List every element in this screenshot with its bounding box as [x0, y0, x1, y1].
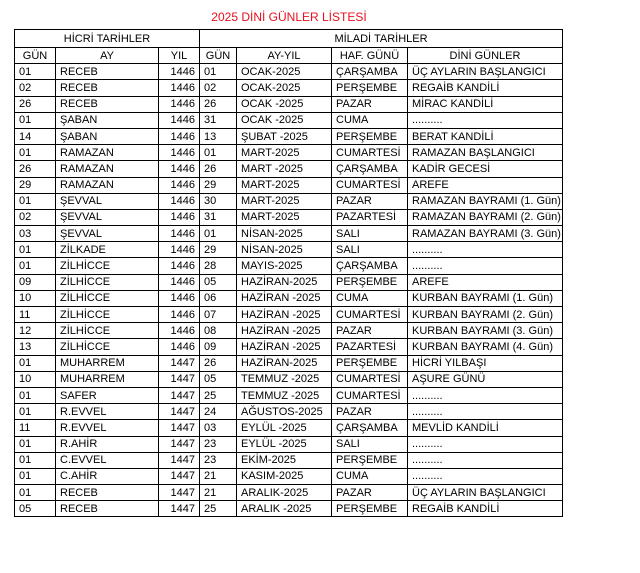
religious-day-cell: REGAİB KANDİLİ — [408, 501, 563, 517]
document-title: 2025 DİNİ GÜNLER LİSTESİ — [211, 10, 367, 24]
gregorian-month-year-cell: NİSAN-2025 — [237, 242, 332, 258]
gregorian-month-year-cell: EYLÜL -2025 — [237, 420, 332, 436]
table-row — [15, 468, 563, 484]
religious-day-cell: RAMAZAN BAYRAMI (2. Gün) — [408, 209, 563, 225]
hijri-year-cell: 1447 — [159, 452, 200, 468]
hijri-month-cell: ZİLHİCCE — [56, 307, 159, 323]
hijri-day-cell: 01 — [15, 436, 56, 452]
gregorian-month-year-cell: NİSAN-2025 — [237, 226, 332, 242]
hijri-day-cell: 02 — [15, 80, 56, 96]
gregorian-month-year-cell: HAZİRAN -2025 — [237, 323, 332, 339]
gregorian-day-cell: 25 — [200, 501, 237, 517]
table-row — [15, 177, 563, 193]
gregorian-month-year-cell: ARALIK-2025 — [237, 485, 332, 501]
hijri-month-cell: ŞABAN — [56, 128, 159, 144]
table-row — [15, 274, 563, 290]
religious-days-table — [14, 29, 563, 517]
religious-day-cell: HİCRİ YILBAŞI — [408, 355, 563, 371]
weekday-cell: PAZAR — [332, 96, 408, 112]
gregorian-day-cell: 31 — [200, 209, 237, 225]
hijri-year-cell: 1446 — [159, 161, 200, 177]
gregorian-day-column-header: GÜN — [200, 48, 237, 64]
weekday-cell: CUMARTESİ — [332, 307, 408, 323]
weekday-cell: CUMARTESİ — [332, 145, 408, 161]
weekday-cell: ÇARŞAMBA — [332, 258, 408, 274]
hijri-month-cell: ZİLHİCCE — [56, 290, 159, 306]
hijri-year-cell: 1446 — [159, 112, 200, 128]
gregorian-month-year-cell: MART-2025 — [237, 209, 332, 225]
hijri-month-cell: RECEB — [56, 96, 159, 112]
gregorian-month-year-cell: TEMMUZ -2025 — [237, 371, 332, 387]
hijri-month-cell: ZİLHİCCE — [56, 339, 159, 355]
hijri-year-cell: 1446 — [159, 323, 200, 339]
gregorian-month-year-cell: OCAK -2025 — [237, 96, 332, 112]
gregorian-day-cell: 21 — [200, 485, 237, 501]
hijri-day-cell: 10 — [15, 371, 56, 387]
gregorian-day-cell: 01 — [200, 64, 237, 80]
gregorian-day-cell: 26 — [200, 355, 237, 371]
gregorian-day-cell: 05 — [200, 274, 237, 290]
hijri-year-cell: 1446 — [159, 258, 200, 274]
table-row — [15, 404, 563, 420]
hijri-day-cell: 13 — [15, 339, 56, 355]
hijri-month-cell: ŞEVVAL — [56, 193, 159, 209]
weekday-cell: PAZARTESİ — [332, 339, 408, 355]
table-row — [15, 242, 563, 258]
hijri-year-cell: 1446 — [159, 242, 200, 258]
hijri-year-cell: 1446 — [159, 307, 200, 323]
hijri-month-cell: ZİLHİCCE — [56, 274, 159, 290]
weekday-cell: ÇARŞAMBA — [332, 64, 408, 80]
hijri-day-cell: 26 — [15, 96, 56, 112]
religious-day-cell: .......... — [408, 468, 563, 484]
table-row — [15, 226, 563, 242]
religious-day-cell: MEVLİD KANDİLİ — [408, 420, 563, 436]
hijri-day-cell: 01 — [15, 485, 56, 501]
religious-day-cell: KURBAN BAYRAMI (3. Gün) — [408, 323, 563, 339]
table-row — [15, 355, 563, 371]
hijri-day-cell: 03 — [15, 226, 56, 242]
hijri-month-cell: R.EVVEL — [56, 404, 159, 420]
hijri-year-cell: 1446 — [159, 339, 200, 355]
gregorian-day-cell: 29 — [200, 177, 237, 193]
religious-day-cell: BERAT KANDİLİ — [408, 128, 563, 144]
gregorian-day-cell: 05 — [200, 371, 237, 387]
table-row — [15, 501, 563, 517]
religious-day-cell: MİRAC KANDİLİ — [408, 96, 563, 112]
gregorian-month-year-cell: ARALIK -2025 — [237, 501, 332, 517]
hijri-dates-header: HİCRİ TARİHLER — [15, 30, 200, 48]
table-row — [15, 420, 563, 436]
weekday-cell: ÇARŞAMBA — [332, 161, 408, 177]
hijri-month-cell: R.EVVEL — [56, 420, 159, 436]
hijri-day-cell: 01 — [15, 452, 56, 468]
religious-day-cell: REGAİB KANDİLİ — [408, 80, 563, 96]
hijri-day-cell: 26 — [15, 161, 56, 177]
gregorian-day-cell: 23 — [200, 436, 237, 452]
table-row — [15, 112, 563, 128]
gregorian-month-year-cell: MART-2025 — [237, 193, 332, 209]
gregorian-day-cell: 30 — [200, 193, 237, 209]
hijri-year-cell: 1446 — [159, 177, 200, 193]
gregorian-day-cell: 06 — [200, 290, 237, 306]
hijri-year-cell: 1446 — [159, 128, 200, 144]
gregorian-month-year-cell: TEMMUZ -2025 — [237, 387, 332, 403]
hijri-day-cell: 01 — [15, 112, 56, 128]
hijri-year-cell: 1447 — [159, 485, 200, 501]
religious-day-cell: .......... — [408, 387, 563, 403]
religious-day-cell: ÜÇ AYLARIN BAŞLANGICI — [408, 64, 563, 80]
weekday-cell: ÇARŞAMBA — [332, 420, 408, 436]
gregorian-month-year-cell: OCAK-2025 — [237, 80, 332, 96]
gregorian-dates-header: MİLADİ TARİHLER — [200, 30, 563, 48]
hijri-month-cell: R.AHİR — [56, 436, 159, 452]
table-row — [15, 96, 563, 112]
hijri-month-cell: RAMAZAN — [56, 177, 159, 193]
table-row — [15, 485, 563, 501]
table-row — [15, 193, 563, 209]
table-row — [15, 290, 563, 306]
gregorian-month-year-cell: HAZİRAN -2025 — [237, 339, 332, 355]
gregorian-day-cell: 26 — [200, 96, 237, 112]
gregorian-day-cell: 09 — [200, 339, 237, 355]
table-row — [15, 371, 563, 387]
weekday-cell: CUMARTESİ — [332, 387, 408, 403]
gregorian-day-cell: 31 — [200, 112, 237, 128]
weekday-cell: PERŞEMBE — [332, 128, 408, 144]
gregorian-month-year-cell: MART-2025 — [237, 145, 332, 161]
hijri-year-cell: 1447 — [159, 404, 200, 420]
hijri-year-cell: 1446 — [159, 80, 200, 96]
table-row — [15, 145, 563, 161]
gregorian-day-cell: 25 — [200, 387, 237, 403]
hijri-year-cell: 1446 — [159, 64, 200, 80]
hijri-day-cell: 29 — [15, 177, 56, 193]
religious-day-cell: RAMAZAN BAYRAMI (1. Gün) — [408, 193, 563, 209]
religious-day-cell: .......... — [408, 404, 563, 420]
hijri-month-cell: ZİLKADE — [56, 242, 159, 258]
hijri-month-column-header: AY — [56, 48, 159, 64]
weekday-cell: SALI — [332, 436, 408, 452]
weekday-cell: CUMA — [332, 112, 408, 128]
gregorian-month-year-cell: MAYIS-2025 — [237, 258, 332, 274]
gregorian-day-cell: 02 — [200, 80, 237, 96]
gregorian-month-year-cell: OCAK-2025 — [237, 64, 332, 80]
religious-day-cell: KADİR GECESİ — [408, 161, 563, 177]
weekday-cell: CUMA — [332, 290, 408, 306]
religious-day-cell: KURBAN BAYRAMI (1. Gün) — [408, 290, 563, 306]
religious-day-column-header: DİNİ GÜNLER — [408, 48, 563, 64]
hijri-day-cell: 01 — [15, 355, 56, 371]
hijri-day-cell: 01 — [15, 387, 56, 403]
gregorian-day-cell: 29 — [200, 242, 237, 258]
table-row — [15, 161, 563, 177]
religious-day-cell: ÜÇ AYLARIN BAŞLANGICI — [408, 485, 563, 501]
gregorian-month-year-cell: EYLÜL -2025 — [237, 436, 332, 452]
table-row — [15, 307, 563, 323]
hijri-month-cell: RECEB — [56, 80, 159, 96]
gregorian-day-cell: 23 — [200, 452, 237, 468]
hijri-day-cell: 01 — [15, 242, 56, 258]
weekday-cell: PERŞEMBE — [332, 274, 408, 290]
table-row — [15, 80, 563, 96]
weekday-cell: PAZAR — [332, 485, 408, 501]
weekday-cell: PAZARTESİ — [332, 209, 408, 225]
hijri-month-cell: ZİLHİCCE — [56, 323, 159, 339]
column-header-row — [15, 48, 563, 64]
hijri-day-cell: 01 — [15, 258, 56, 274]
gregorian-day-cell: 28 — [200, 258, 237, 274]
gregorian-day-cell: 07 — [200, 307, 237, 323]
hijri-month-cell: RECEB — [56, 485, 159, 501]
gregorian-day-cell: 01 — [200, 226, 237, 242]
hijri-year-cell: 1446 — [159, 96, 200, 112]
hijri-month-cell: ZİLHİCCE — [56, 258, 159, 274]
hijri-day-cell: 01 — [15, 404, 56, 420]
hijri-year-cell: 1447 — [159, 420, 200, 436]
table-body — [15, 64, 563, 517]
weekday-cell: CUMA — [332, 468, 408, 484]
hijri-day-cell: 14 — [15, 128, 56, 144]
hijri-day-cell: 11 — [15, 420, 56, 436]
weekday-cell: CUMARTESİ — [332, 177, 408, 193]
gregorian-month-year-cell: HAZİRAN -2025 — [237, 290, 332, 306]
hijri-month-cell: MUHARREM — [56, 355, 159, 371]
hijri-year-cell: 1446 — [159, 274, 200, 290]
religious-day-cell: .......... — [408, 258, 563, 274]
hijri-year-cell: 1447 — [159, 371, 200, 387]
hijri-day-cell: 05 — [15, 501, 56, 517]
religious-day-cell: .......... — [408, 452, 563, 468]
hijri-month-cell: MUHARREM — [56, 371, 159, 387]
hijri-year-cell: 1447 — [159, 436, 200, 452]
gregorian-month-year-cell: AĞUSTOS-2025 — [237, 404, 332, 420]
gregorian-day-cell: 03 — [200, 420, 237, 436]
table-row — [15, 387, 563, 403]
gregorian-month-year-cell: ŞUBAT -2025 — [237, 128, 332, 144]
hijri-year-cell: 1446 — [159, 209, 200, 225]
hijri-year-cell: 1446 — [159, 290, 200, 306]
table-row — [15, 339, 563, 355]
hijri-year-cell: 1446 — [159, 145, 200, 161]
weekday-cell: PERŞEMBE — [332, 355, 408, 371]
hijri-month-cell: RAMAZAN — [56, 161, 159, 177]
weekday-cell: PAZAR — [332, 193, 408, 209]
hijri-year-column-header: YIL — [159, 48, 200, 64]
gregorian-month-year-cell: HAZİRAN -2025 — [237, 307, 332, 323]
gregorian-day-cell: 21 — [200, 468, 237, 484]
gregorian-month-year-cell: MART -2025 — [237, 161, 332, 177]
religious-day-cell: RAMAZAN BAŞLANGICI — [408, 145, 563, 161]
hijri-day-cell: 01 — [15, 468, 56, 484]
hijri-month-cell: ŞABAN — [56, 112, 159, 128]
table-row — [15, 258, 563, 274]
hijri-day-cell: 01 — [15, 64, 56, 80]
weekday-cell: PAZAR — [332, 404, 408, 420]
gregorian-month-year-cell: MART-2025 — [237, 177, 332, 193]
table-row — [15, 128, 563, 144]
hijri-month-cell: C.EVVEL — [56, 452, 159, 468]
hijri-day-cell: 12 — [15, 323, 56, 339]
religious-day-cell: AREFE — [408, 274, 563, 290]
gregorian-day-cell: 13 — [200, 128, 237, 144]
table-row — [15, 323, 563, 339]
religious-day-cell: AREFE — [408, 177, 563, 193]
table-row — [15, 64, 563, 80]
hijri-year-cell: 1446 — [159, 193, 200, 209]
gregorian-day-cell: 26 — [200, 161, 237, 177]
table-row — [15, 436, 563, 452]
gregorian-day-cell: 08 — [200, 323, 237, 339]
hijri-day-cell: 01 — [15, 193, 56, 209]
hijri-day-cell: 11 — [15, 307, 56, 323]
religious-day-cell: KURBAN BAYRAMI (4. Gün) — [408, 339, 563, 355]
religious-day-cell: .......... — [408, 242, 563, 258]
religious-day-cell: KURBAN BAYRAMI (2. Gün) — [408, 307, 563, 323]
hijri-day-cell: 09 — [15, 274, 56, 290]
religious-day-cell: .......... — [408, 436, 563, 452]
gregorian-month-year-column-header: AY-YIL — [237, 48, 332, 64]
weekday-cell: PERŞEMBE — [332, 452, 408, 468]
hijri-day-cell: 10 — [15, 290, 56, 306]
hijri-year-cell: 1447 — [159, 468, 200, 484]
hijri-year-cell: 1447 — [159, 355, 200, 371]
religious-day-cell: AŞURE GÜNÜ — [408, 371, 563, 387]
hijri-day-cell: 01 — [15, 145, 56, 161]
hijri-month-cell: RAMAZAN — [56, 145, 159, 161]
religious-day-cell: RAMAZAN BAYRAMI (3. Gün) — [408, 226, 563, 242]
gregorian-month-year-cell: KASIM-2025 — [237, 468, 332, 484]
gregorian-day-cell: 01 — [200, 145, 237, 161]
gregorian-month-year-cell: EKİM-2025 — [237, 452, 332, 468]
gregorian-month-year-cell: OCAK -2025 — [237, 112, 332, 128]
hijri-month-cell: SAFER — [56, 387, 159, 403]
hijri-year-cell: 1447 — [159, 501, 200, 517]
hijri-day-column-header: GÜN — [15, 48, 56, 64]
hijri-year-cell: 1446 — [159, 226, 200, 242]
hijri-month-cell: RECEB — [56, 501, 159, 517]
weekday-cell: CUMARTESİ — [332, 371, 408, 387]
hijri-month-cell: C.AHİR — [56, 468, 159, 484]
gregorian-month-year-cell: HAZİRAN-2025 — [237, 274, 332, 290]
weekday-column-header: HAF. GÜNÜ — [332, 48, 408, 64]
religious-day-cell: .......... — [408, 112, 563, 128]
table-row — [15, 209, 563, 225]
hijri-month-cell: RECEB — [56, 64, 159, 80]
hijri-year-cell: 1447 — [159, 387, 200, 403]
hijri-month-cell: ŞEVVAL — [56, 226, 159, 242]
table-row — [15, 452, 563, 468]
weekday-cell: PAZAR — [332, 323, 408, 339]
gregorian-month-year-cell: HAZİRAN-2025 — [237, 355, 332, 371]
weekday-cell: SALI — [332, 226, 408, 242]
weekday-cell: PERŞEMBE — [332, 501, 408, 517]
weekday-cell: SALI — [332, 242, 408, 258]
weekday-cell: PERŞEMBE — [332, 80, 408, 96]
hijri-month-cell: ŞEVVAL — [56, 209, 159, 225]
gregorian-day-cell: 24 — [200, 404, 237, 420]
hijri-day-cell: 02 — [15, 209, 56, 225]
